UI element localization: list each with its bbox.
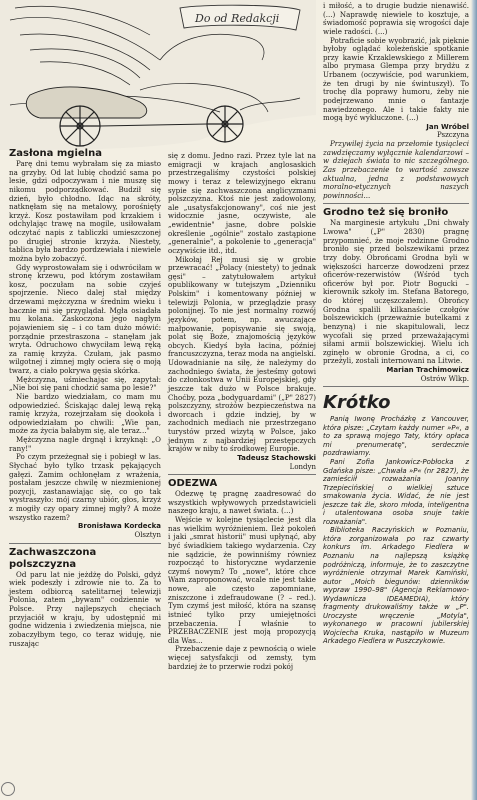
krotko-paragraph: Pani Zofia Jankowicz-Pobłocka z Gdańska pisze: „Chwała »P« (nr 2827), że zamieściił rozważania Joanny Trzepiecińskiej o wielkiej sztuce smakowania życia. Widać, że nie jest jeszcze tak źle, skoro młoda, inteligentna i utalentowana osoba snuje takie rozważania". bbox=[323, 457, 469, 526]
section-title-zaslona: Zasłona mgielna bbox=[9, 148, 102, 159]
section-divider bbox=[9, 543, 161, 544]
author-name: Marian Trachimowicz bbox=[386, 366, 469, 374]
section-divider bbox=[323, 203, 469, 204]
article-paragraph: Gdy wyprostowałam się i odwróciłam w stronę krzewu, pod którym zostawiłam kosz, poczułam na sobie czyjeś spojrzenie. Nieco dalej stał między drzewami mężczyzna w średnim wieku i bacznie mi się przyglądał. Mgła osiadała mu kolana. Zaskoczona jego nagłym pojawieniem się – i co tam dużo mówić: porządnie przestraszona – stanęłam jak wryta. Odruchowo chwyciłam lewą ręką za ramię krzyża. Czułam, jak pasmo wilgotnej i zimnej mgły ociera się o moją twarz, a ciało pokrywa gęsia skórka. bbox=[9, 262, 161, 375]
article-paragraph: i miłość, a to drugie budzie nienawiść. (...) Naprawdę niewiele to kosztuje, a świadomość poprawia się wrogości daje wiele radości. (...) bbox=[323, 1, 469, 36]
author-city: Ostrów Wlkp. bbox=[420, 374, 469, 383]
column-right bbox=[323, 2, 469, 646]
article-paragraph: się z domu. Jedno razi. Przez tyle lat na emigracji w krajach anglosaskich przestrzegaliśmy czystości polskiej mowy i teraz z telewizyjnego ekranu sypie się zachwaszczona anglicyzmami polszczyzna. Ktoś nie jest zadowolony, ale „usatysfakcjonowany", coś nie jest widocznie jasne, oczywiste, ale „ewidentnie" jasne, dobre polskie określenie „ogólnie" zostało zastąpione „generalnie", a pokolenie to „generacja" oczywiście itd., itd. bbox=[168, 151, 316, 255]
author-city: Olsztyn bbox=[134, 530, 161, 539]
header-banner: Do od Redakcji bbox=[195, 12, 280, 25]
article-paragraph: Mężczyzna nagle drgnął i krzyknął: „O rany!" bbox=[9, 435, 161, 453]
krotko-paragraph: Panią Iwonę Procházkę z Vancouver, która pisze: „Czytam każdy numer »P«, a to za sprawą mojego Taty, który opłaca mi prenumeratę", serdecznie pozdrawiamy. bbox=[323, 415, 469, 458]
article-paragraph: Potraficie sobie wyobrazić, jak pięknie byłoby oglądać koleżeńskie spotkanie przy kawie Krzaklewskiego z Millerem albo prymasa Glempa przy brydżu z Urbanem (oczywiście, pod warunkiem, że ten drugi by nie świntuszył). To trochę dla poprawy humoru, żeby nie podejrzewano mnie o fantazje nawiedzonego. Ale i takie fakty nie mogą być wykluczone. (...) bbox=[323, 35, 469, 123]
krotko-paragraph: Biblioteka Raczyńskich w Poznaniu, która zorganizowała po raz czwarty konkurs im. Arkadego Fiedlera w Poznaniu na najlepszą książkę podróżniczą, informuje, że to zaszczytne wyróżnienie otrzymał Marek Kamiński, autor „Moich biegunów: dzienników wypraw 1990–98" (Agencja Reklamowo-Wydawnicza IDEAMEDIA), który fragmenty drukowaliśmy także w „P". Uroczyste wręczenie „Motyla", wykonanego w pracowni jubilerskiej Wojciecha Kruka, nastąpiło w Muzeum Arkadego Fiedlera w Puszczykowie. bbox=[323, 526, 469, 646]
article-paragraph: Przebaczenie daje z pewnością o wiele więcej satysfakcji od zemsty, tym bardziej że to przerwie rodzi pokój bbox=[168, 644, 316, 671]
corner-seal-icon bbox=[1, 782, 15, 796]
article-paragraph: Mikołaj Rej musi się w grobie przewracać! „Polacy (niestety) to jednak gęsi" – zatytułowałem artykuł opublikowany w tutejszym „Dzienniku Polskim" i komentowany później w telewizji Polonia, w przeglądzie prasy polonijnej. To nie jest normalny rozwój języków, potem, np. awuczające małpowanie, popisywanie się swoją, polat się Boże, znajomością języków obcych. Kiedyś była łacina, później francuszczyzna, teraz moda na angielski. Udowadnianie na siłę, że należymy do zachodniego świata, że jesteśmy gotowi do członkostwa w Unii Europejskiej, gdy jeszcze tak dużo w Polsce brakuje. Choćby, poza „bodyguardami" („P" 2827) polszczyzny, strożów bezpieczeństwa na dworcach i gdzie indziej, by w zachodnich mediach nie przestrzegano turystów przed wizytą w Polsce, jako jednym z najbardziej przestępczych krajów w niby to środkowej Europie. bbox=[168, 254, 316, 454]
article-paragraph: Nie bardzo wiedziałam, co mam mu odpowiedzieć. Ściskając dalej lewą ręką ramię krzyża, rozejrzałam się dookoła i odpowiedziałam po chwili: „Wie pan, może za życia bałabym się, ale teraz..." bbox=[9, 391, 161, 436]
section-title-krotko: Krótko bbox=[323, 392, 391, 414]
column-middle bbox=[168, 152, 316, 671]
editorial-note: Przywilej życia na przełomie tysiącleci zawdzięczamy wyłącznie kalendarzowi – w dziejach świata to nic szczególnego. Zas przebaczenie to wartość zawsze aktualna, jedna z podstawowych moralno-etycznych naszych powinności... bbox=[323, 139, 469, 200]
author-city: Londyn bbox=[289, 462, 316, 471]
article-paragraph: Wejście w kolejne tysiąclecie jest dla nas wielkim wyróżnieniem. Ileż pokoleń i jaki „smrat historii" musi upłynąć, aby być świadkiem takiego wydarzenia. Czy nie sądzicie, że powinniśmy równiez rozpocząć to historyczne wydarzenie czymś nowym? To „nowe", które chce Wam zaproponować, wcale nie jest takie nowe, ale często zapomniane, zniszczone i zdefraudowane (? – red.). Tym czymś jest miłość, która na szansę istnieć tylko przy umiejętności przebaczenia. I właśnie to PRZEBACZENIE jest moją propozycją dla Was... bbox=[168, 515, 316, 645]
section-title-grodno: Grodno też się broniło bbox=[323, 207, 449, 219]
column-left bbox=[9, 148, 161, 648]
section-divider bbox=[168, 474, 316, 475]
article-paragraph: Na marginesie artykułu „Dni chwały Lwowa" („P" 2830) pragnę przypomnieć, że moje rodzinne Grodno broniło się przed bolszewikami przez trzy doby. Obrońcami Grodna byli w większości harcerze dowodzeni przez oficerów-rezerwistów (Wśród tych oficerów był por. Piotr Bogucki – kierownik szkoły im. Stefana Batorego, do której uczęszczałem). Obrońcy Grodna spalili kilkanaście czołgów bolszewickich (przeważnie butelkami z benzyną) i nie skapitulowali, lecz wycofali się przed przeważającymi siłami armii bolszewickiej. Wielu ich zginęło w obronie Grodna, a ci, co przeżyli, zostali internowani na Litwie. bbox=[323, 218, 469, 366]
header-chariot-illustration bbox=[0, 0, 316, 150]
article-paragraph: Parę dni temu wybrałam się za miasto na grzyby. Od lat lubię chodzić sama po lesie, gdzi odpoczywam i nie muszę się nikomu podporządkować. Budził się dzień, było chłodno. Idąc na skróty, natknęłam się na metalowy, porośnięty krzyż. Kosz postawiłam pod krzakiem i odchylając trawę na mogile, usiłowałam odczytać napis z tabliczki umieszczonej po drugiej stronie krzyża. Niestety, tablica była bardzo pordzewiała i niewiele można było zobaczyć. bbox=[9, 159, 161, 263]
page-edge bbox=[471, 0, 477, 800]
author-name: Tadeusz Stachowski bbox=[237, 453, 316, 462]
krotko-section bbox=[323, 393, 469, 646]
section-title-odezwa: ODEZWA bbox=[168, 478, 218, 490]
author-name: Jan Wróbel bbox=[426, 122, 469, 131]
section-divider bbox=[323, 386, 469, 387]
article-paragraph: Mężczyzna, uśmiechając się, zapytał: „Nie boi się pani chodzić sama po lesie?" bbox=[9, 374, 161, 393]
article-paragraph: Od paru lat nie jeżdżę do Polski, gdyż wiek podeszły i zdrowie nie to. Za to jestem odbiorcą satelitarnej telewizji Polonia, zatem „bywam" codziennie w Polsce. Przy najlepszych chęciach przyjaciół w kraju, by udostępnić mi godne widzenia i zwiedzenia miejsca, nie zobaczyłbym tego, co teraz widuję, nie ruszając bbox=[9, 569, 161, 648]
article-paragraph: Odezwę tę pragnę zaadresować do wszystkich wpływowych przedstawicieli naszego kraju, a nawet świata. (...) bbox=[168, 489, 316, 516]
article-paragraph: Po czym przeżegnał się i pobiegł w las. Słychać było tylko trzask pękających gałęzi. Zamim ochłonęłam z wrażenia, postałam jeszcze chwilę w niezmienionej pozycji, zastanawiając się, co go tak wystraszyło: mój czarny ubiór, głos, krzyż z mogiły czy opary zimnej mgły? A może wszystko razem? bbox=[9, 452, 161, 522]
author-name: Bronisława Kordecka bbox=[78, 522, 161, 531]
section-title-zachwaszczona: Zachwaszczona polszczyzna bbox=[9, 546, 97, 570]
author-city: Pszczyna bbox=[436, 131, 469, 140]
